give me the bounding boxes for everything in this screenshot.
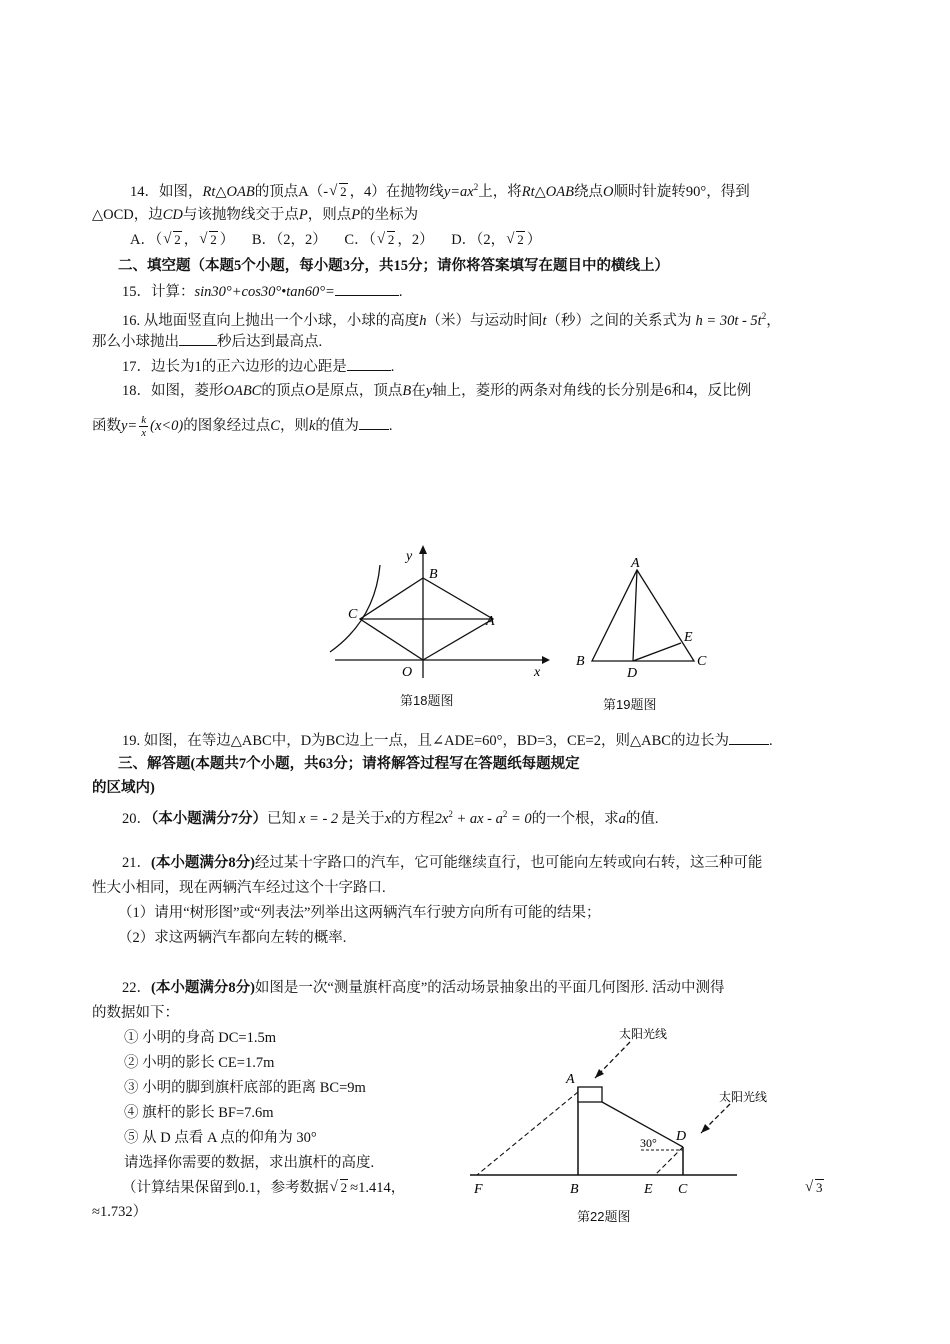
sun-label-2: 太阳光线	[719, 1090, 768, 1104]
text: 的顶点A（	[254, 183, 324, 200]
label-c: C	[678, 1182, 688, 1197]
option-b: B．（2，2）	[251, 232, 327, 248]
label-d: D	[676, 1129, 687, 1144]
text: x	[384, 810, 392, 827]
section-3-heading-line1: 三、解答题(本题共7个小题，共63分；请将解答过程写在答题纸每题规定	[118, 756, 580, 772]
text: △OAB	[534, 183, 574, 200]
text: 的值.	[625, 810, 659, 827]
sqrt	[331, 1178, 349, 1198]
text: D．（2，	[451, 232, 506, 248]
text: O	[602, 183, 614, 200]
section-3-heading-line2: 的区域内)	[92, 780, 155, 796]
label-b: B	[429, 567, 438, 582]
q21-line4: （2）求这两辆汽车都向左转的概率.	[118, 930, 347, 946]
text: 2	[210, 232, 217, 247]
text: ，	[183, 232, 199, 248]
text: （计算结果保留到0.1，参考数据	[122, 1180, 329, 1196]
text: k	[141, 414, 147, 427]
q19	[122, 730, 773, 751]
text: 2	[340, 1180, 348, 1195]
text: 在	[411, 383, 426, 399]
text: P	[298, 207, 308, 223]
text: 的图象经过点	[183, 418, 271, 434]
text: 17．边长为1的正六边形的边心距是	[122, 359, 347, 375]
text: 15．计算：	[122, 284, 195, 300]
line-af	[477, 1092, 578, 1175]
sun-label-1: 太阳光线	[619, 1027, 668, 1041]
text: A．（	[130, 232, 163, 248]
text: ，则点	[307, 207, 352, 223]
q18-line2	[92, 413, 393, 439]
text: y=ax	[443, 183, 474, 200]
label-c: C	[697, 654, 707, 669]
text: 3	[816, 1180, 823, 1195]
option-c	[344, 232, 433, 248]
text: （秒）之间的关系式为	[546, 312, 692, 329]
option-d	[451, 232, 541, 248]
text: 14．如图，	[130, 183, 203, 200]
text: 的坐标为	[360, 207, 419, 223]
q16-line2	[92, 331, 322, 352]
text: y=	[121, 418, 138, 434]
label-a: A	[631, 556, 640, 571]
text: C	[270, 418, 280, 434]
q14-line2	[92, 205, 418, 225]
x-axis-arrow	[542, 656, 550, 664]
text: + ax - a	[452, 810, 503, 827]
label-f: F	[474, 1182, 483, 1197]
q14-line1	[130, 177, 750, 202]
sqrt	[330, 182, 348, 202]
line-de	[655, 1147, 683, 1175]
text: (本小题满分8分)	[151, 980, 255, 996]
text: OABC	[223, 383, 262, 399]
figure-22	[465, 1020, 785, 1205]
text: B	[402, 383, 412, 399]
label-y: y	[406, 549, 413, 564]
text: ，2）	[397, 232, 434, 248]
text: 顺时针旋转90°，得到	[613, 183, 750, 200]
label-b: B	[570, 1182, 579, 1197]
text: CD	[162, 207, 183, 223]
figure-22-caption: 第22题图	[577, 1209, 631, 1224]
text: h = 30t - 5t	[695, 312, 762, 329]
text: 上，将	[478, 183, 522, 200]
text: .	[390, 359, 395, 375]
triangle-abc	[592, 570, 694, 661]
segment-de	[633, 643, 681, 661]
text: 经过某十字路口的汽车，它可能继续直行，也可能向左转或向右转，这三种可能	[254, 855, 763, 871]
text: ，4）在抛物线	[349, 183, 444, 200]
text: -	[323, 183, 329, 200]
text: 18．如图，菱形	[122, 383, 224, 399]
text: x	[141, 427, 147, 440]
q22-line1	[122, 978, 725, 998]
text: y	[425, 383, 433, 399]
q16-line1	[122, 306, 781, 331]
q22-line10: ≈1.732）	[92, 1204, 148, 1220]
sun-ray-2-arrow	[701, 1124, 710, 1133]
q17	[122, 356, 394, 377]
answer-blank	[359, 415, 389, 430]
angle-label: 30°	[640, 1136, 657, 1150]
q21-line3: （1）请用“树形图”或“列表法”列举出这两辆汽车行驶方向所有可能的结果；	[118, 905, 601, 921]
text: 的一个根，求	[531, 810, 619, 827]
text: .	[398, 284, 403, 300]
text: 2	[387, 232, 395, 247]
text: 22．	[122, 980, 151, 996]
text: 与该抛物线交于点	[182, 207, 299, 223]
label-a: A	[566, 1072, 575, 1087]
text: 是关于	[341, 810, 385, 827]
text: △OAB	[215, 183, 255, 200]
text: Rt	[202, 183, 216, 200]
q22-line9	[122, 1178, 405, 1198]
sqrt	[806, 1178, 824, 1198]
label-d: D	[627, 666, 638, 681]
text: 20．	[122, 810, 151, 827]
sqrt	[507, 230, 525, 250]
text: 轴上，菱形的两条对角线的长分别是6和4，反比例	[432, 383, 752, 399]
text: x = - 2	[299, 810, 339, 827]
label-e: E	[684, 630, 693, 645]
text: a	[618, 810, 626, 827]
answer-blank	[335, 281, 399, 296]
label-b: B	[576, 654, 585, 669]
q14-options	[130, 230, 541, 250]
text: 21．	[122, 855, 151, 871]
q15	[122, 281, 402, 302]
text: △OCD，边	[92, 207, 163, 223]
q18-line1	[122, 381, 751, 401]
text: 2	[340, 183, 347, 199]
text: 2	[174, 232, 181, 247]
label-e: E	[644, 1182, 653, 1197]
text: 秒后达到最高点.	[217, 334, 323, 350]
text: （米）与运动时间	[426, 312, 543, 329]
q21-line2: 性大小相同，现在两辆汽车经过这个十字路口.	[92, 880, 386, 896]
text: （本小题满分7分）	[151, 810, 267, 827]
text: 绕点	[573, 183, 603, 200]
text: .	[388, 418, 393, 434]
option-a	[130, 232, 234, 248]
label-c: C	[348, 607, 358, 622]
text: 2	[517, 232, 524, 247]
text: t	[542, 312, 547, 329]
flag	[578, 1087, 602, 1102]
figure-19-caption: 第19题图	[603, 697, 657, 712]
answer-blank	[179, 331, 217, 346]
text: 2x	[434, 810, 449, 827]
text: 是原点，顶点	[315, 383, 403, 399]
sqrt	[200, 230, 218, 250]
text: ，则	[279, 418, 309, 434]
text: h	[419, 312, 427, 329]
text: 的顶点	[261, 383, 305, 399]
text: 的值为	[315, 418, 359, 434]
segment-ad	[633, 570, 637, 661]
q22-item-5: ⑤ 从 D 点看 A 点的仰角为 30°	[124, 1130, 317, 1146]
q22-item-4: ④ 旗杆的影长 BF=7.6m	[124, 1105, 274, 1121]
text: C．（	[344, 232, 376, 248]
q22-item-1: ① 小明的身高 DC=1.5m	[124, 1030, 276, 1046]
answer-blank	[729, 730, 769, 745]
text: P	[351, 207, 361, 223]
text: 如图是一次“测量旗杆高度”的活动场景抽象出的平面几何图形. 活动中测得	[254, 980, 725, 996]
figure-18	[320, 540, 560, 690]
text: 的方程	[391, 810, 435, 827]
text: 19. 如图，在等边△ABC中，D为BC边上一点，且∠ADE=60°，BD=3，CE=2，则△ABC的边长为	[122, 733, 729, 749]
text: Rt	[521, 183, 535, 200]
text: 2	[761, 311, 767, 321]
text: k	[308, 418, 316, 434]
text: (本小题满分8分)	[151, 855, 255, 871]
q20	[122, 804, 659, 829]
q21-line1	[122, 853, 762, 873]
label-o: O	[402, 665, 413, 680]
q22-item-2: ② 小明的影长 CE=1.7m	[124, 1055, 275, 1071]
text: 那么小球抛出	[92, 334, 179, 350]
q22-line2: 的数据如下：	[92, 1005, 179, 1021]
text: 2	[502, 809, 508, 819]
q22-sqrt3	[804, 1178, 826, 1198]
text: O	[304, 383, 316, 399]
y-axis-arrow	[419, 545, 427, 554]
figure-19	[570, 555, 720, 680]
text: 2	[448, 809, 453, 819]
answer-blank	[347, 356, 391, 371]
q22-line8: 请选择你需要的数据，求出旗杆的高度.	[124, 1155, 375, 1171]
text: ≈1.414，	[350, 1180, 406, 1196]
sun-ray-1-arrow	[595, 1069, 604, 1078]
text: (x<0)	[150, 418, 184, 434]
text: 2	[473, 182, 479, 192]
text: ）	[526, 232, 542, 248]
label-x: x	[534, 665, 541, 680]
q22-item-3: ③ 小明的脚到旗杆底部的距离 BC=9m	[124, 1080, 366, 1096]
text: = 0	[507, 810, 532, 827]
text: ，	[766, 312, 781, 329]
figure-18-caption: 第18题图	[400, 693, 454, 708]
text: ）	[219, 232, 235, 248]
text: .	[768, 733, 773, 749]
sqrt	[378, 230, 396, 250]
label-a: A	[486, 614, 495, 629]
sqrt	[164, 230, 182, 250]
text: 函数	[92, 418, 121, 434]
text: sin30°+cos30°•tan60°=	[194, 284, 335, 300]
section-2-heading: 二、填空题（本题5个小题，每小题3分，共15分；请你将答案填写在题目中的横线上）	[118, 258, 669, 274]
fraction	[139, 414, 148, 439]
text: 已知	[267, 810, 296, 827]
text: 16. 从地面竖直向上抛出一个小球，小球的高度	[122, 312, 420, 329]
